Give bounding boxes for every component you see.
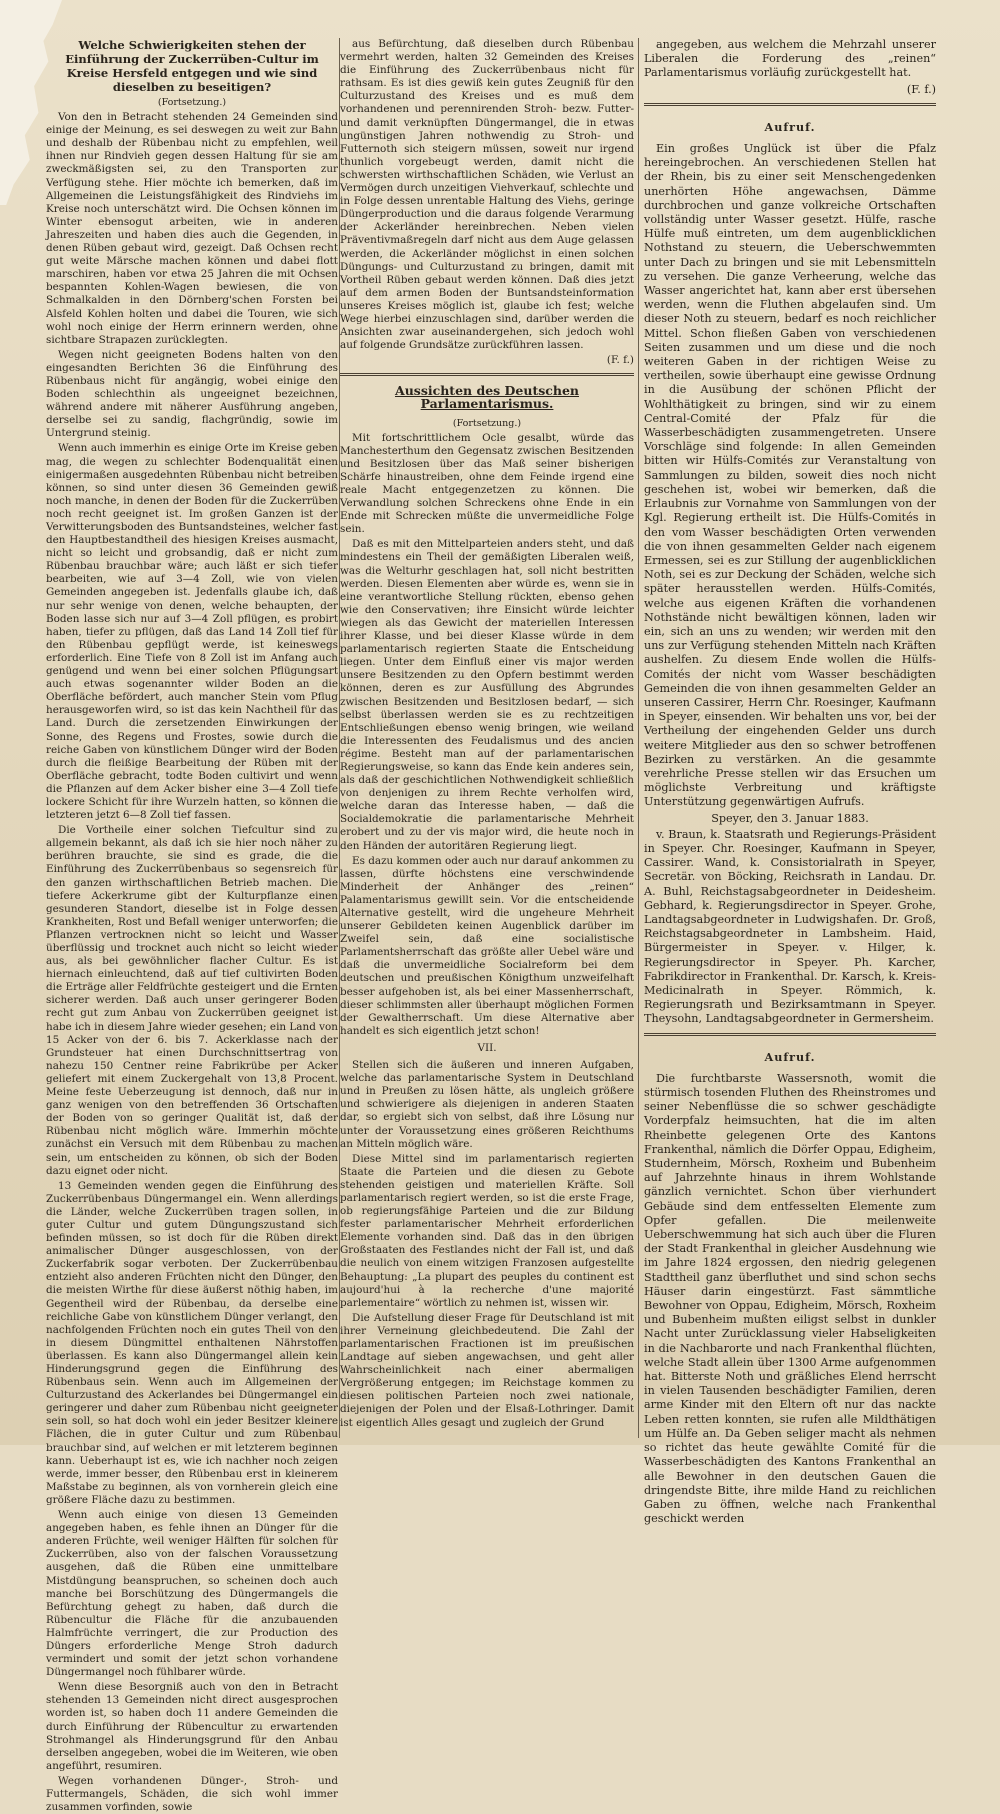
signatories: v. Braun, k. Staatsrath und Regierungs-Präsident in Speyer. Chr. Roesinger, Kaufmann in Speyer, Cassirer. Wand, k. Consistorialrath in Speyer, Secretär. von Böcking, Reichsrath in Landau. Dr. A. Buhl, Reichstagsabgeordneter in Deidesheim. Gebhard, k. Regierungsdirector in Speyer. Grohe, Landtagsabgeordneter in Ludwigshafen. Dr. Groß, Reichstagsabgeordneter in Lambsheim. Haid, Bürgermeister in Speyer. v. Hilger, k. Regierungsdirector in Speyer. Ph. Karcher, Fabrikdirector in Frankenthal. Dr. Karsch, k. Kreis-Medicinalrath in Speyer. Römmich, k. Regierungsrath und Bezirksamtmann in Speyer. Theysohn, Landtagsabgeordneter in Germersheim. <box>644 827 936 1026</box>
dateline: Speyer, den 3. Januar 1883. <box>711 811 869 825</box>
paragraph: Wenn auch einige von diesen 13 Gemeinden angegeben haben, es fehle ihnen an Dünger für die anderen Früchte, weil weniger Hälften für solchen für Zuckerrüben, also von der falschen Voraussetzung ausgehen, daß die Rüben eine unmittelbare Mistdüngung beanspruchen, so scheinen doch auch manche bei Borschützung des Düngermangels die Befürchtung gehegt zu haben, daß durch die Rübencultur die Fläche für die anzubauenden Halmfrüchte verringert, die zur Production des Düngers erforderliche Menge Stroh dadurch vermindert und somit der jetzt schon vorhandene Düngermangel noch fühlbarer würde. <box>46 1509 338 1679</box>
paragraph: Die Aufstellung dieser Frage für Deutschland ist mit ihrer Verneinung gleichbedeutend. Die Zahl der parlamentarischen Fractionen ist im preußischen Landtage auf sieben angewachsen, und geht aller Wahrscheinlichkeit nach einer abermaligen Vergrößerung entgegen; im Reichstage kommen zu diesen politischen Parteien noch zwei nationale, diejenigen der Polen und der Elsaß-Lothringer. Damit ist eigentlich Alles gesagt und zugleich der Grund <box>340 1311 634 1429</box>
paragraph: angegeben, aus welchem die Mehrzahl unserer Liberalen die Forderung des „reinen“ Parlamentarismus vorläufig zurückgestellt hat. <box>644 38 936 80</box>
paragraph: 13 Gemeinden wenden gegen die Einführung des Zuckerrübenbaus Düngermangel ein. Wenn allerdings die Länder, welche Zuckerrüben tragen sollen, in guter Cultur und gutem Düngungszustand sich befinden müssen, so ist doch für die Rüben direkt animalischer Dünger ausgeschlossen, von der Zuckerfabrik sogar verboten. Der Zuckerrübenbau entzieht also anderen Früchten nicht den Dünger, den die meisten Wirthe für diese äußerst nöthig haben, im Gegentheil wird der Rübenbau, da derselbe eine reichliche Gabe von künstlichem Dünger verlangt, den nachfolgenden Früchten noch ein gutes Theil von den in diesem Düngmittel enthaltenen Nährstoffen überlassen. Es kann also Düngermangel allein kein Hinderungsgrund gegen die Einführung des Rübenbaus sein. Wenn auch im Allgemeinen der Culturzustand des Ackerlandes bei Düngermangel ein geringerer und daher zum Rübenbau nicht geeigneter sein soll, so hat doch wohl ein jeder Besitzer kleinere Flächen, die in guter Cultur und zum Rübenbau brauchbar sind, auf welchen er mit letzterem beginnen kann. Ueberhaupt ist es, wie ich nachher noch zeigen werde, immer besser, den Rübenbau erst in kleinerem Maßstabe zu beginnen, als von vornherein gleich eine größere Fläche dazu zu bestimmen. <box>46 1179 338 1506</box>
paragraph: aus Befürchtung, daß dieselben durch Rübenbau vermehrt werden, halten 32 Gemeinden des Kreises die Einführung des Zuckerrübenbaus nicht für rathsam. Es ist dies gewiß kein gutes Zeugniß für den Culturzustand des Kreises und es muß dem vorhandenen und perennirenden Stroh- bezw. Futter- und damit verknüpften Düngermangel, die in etwas ungünstigen Jahren nothwendig zu Stroh- und Futternoth sich steigern müssen, soweit nur irgend thunlich vorgebeugt werden, damit nicht die schwersten wirthschaftlichen Schäden, wie Verlust an Vermögen durch unzeitigen Viehverkauf, schlechte und in Folge dessen unrentable Haltung des Viehs, geringe Düngerproduction und die daraus folgende Verarmung der Ackerländer hereinbrechen. Neben vielen Präventivmaßregeln darf nicht aus dem Auge gelassen werden, die Ackerländer möglichst in einen solchen Düngungs- und Culturzustand zu bringen, damit mit Vortheil Rüben gebaut werden können. Daß dies jetzt auf dem armen Boden der Buntsandsteinformation unseres Kreises möglich ist, glaube ich fest; welche Wege hierbei einzuschlagen sind, darüber werden die Ansichten zwar auseinandergehen, sich jedoch wohl auf folgende Grundsätze zurückführen lassen. <box>340 38 634 352</box>
section-number: VII. <box>477 1041 497 1054</box>
article-title: Welche Schwierigkeiten stehen der Einführung der Zuckerrüben-Cultur im Kreise Hersfeld entgegen und wie sind dieselben zu beseitigen? <box>65 38 319 94</box>
divider <box>644 1033 936 1036</box>
paragraph: Daß es mit den Mittelparteien anders steht, und daß mindestens ein Theil der gemäßigten Liberalen weiß, was die Welturhr geschlagen hat, soll nicht bestritten werden. Diesen Elementen aber würde es, wenn sie in eine verantwortliche Stellung rückten, ebenso gehen wie den Conservativen; ihre Einsicht würde leichter wiegen als das Gewicht der materiellen Interessen ihrer Klasse, und bei dieser Klasse würde in dem parlamentarisch regierten Staate die Entscheidung liegen. Unter dem Einfluß einer vis major werden unsere Besitzenden zu den Opfern bestimmt werden können, deren es zur Ausfüllung des Abgrundes zwischen Besitzenden und Besitzlosen bedarf, — sich selbst überlassen werden sie es zu rechtzeitigen Entschließungen ebenso wenig bringen, wie weiland die Interessenten des Feudalismus und des ancien régime. Besteht man auf der parlamentarischen Regierungsweise, so kann das Ende kein anderes sein, als daß der geschichtlichen Nothwendigkeit schließlich von denjenigen zu ihrem Rechte verholfen wird, welche daran das Interesse haben, — daß die Socialdemokratie die parlamentarische Mehrheit erobert und zu der vis major wird, die heute noch in den Händen der autoritären Regierung liegt. <box>340 538 634 852</box>
paragraph: Stellen sich die äußeren und inneren Aufgaben, welche das parlamentarische System in Deutschland und in Preußen zu lösen hätte, als ungleich größere und schwierigere als diejenigen in anderen Staaten dar, so ergiebt sich von selbst, daß ihre Lösung nur unter der Voraussetzung eines größeren Reichthums an Mitteln möglich wäre. <box>340 1059 634 1150</box>
divider <box>340 373 634 376</box>
column-middle <box>340 38 634 1438</box>
column-right <box>644 38 936 1526</box>
continuation-note: (Fortsetzung.) <box>452 417 522 429</box>
signature: (F. f.) <box>606 354 634 367</box>
column-left <box>46 38 338 1814</box>
paragraph: Mit fortschrittlichem Ocle gesalbt, würde das Manchesterthum den Gegensatz zwischen Besitzenden und Besitzlosen über das Maß seiner bisherigen Schärfe hinaustreiben, ohne dem Feinde irgend eine reale Macht entgegenzetzen zu können. Die Verwandlung solchen Schreckens ohne Ende in ein Ende mit Schrecken müßte die unvermeidliche Folge sein. <box>340 431 634 536</box>
paragraph: Wenn diese Besorgniß auch von den in Betracht stehenden 13 Gemeinden nicht direct ausgesprochen worden ist, so haben doch 11 andere Gemeinden die durch Einführung der Rübencultur zu erwartenden Strohmangel als Hinderungsgrund für den Anbau derselben angegeben, wobei die im Weiteren, wie oben angeführt, resumiren. <box>46 1681 338 1772</box>
paragraph: Ein großes Unglück ist über die Pfalz hereingebrochen. An verschiedenen Stellen hat der Rhein, bis zu einer seit Menschengedenken unerhörten Höhe angewachsen, Dämme durchbrochen und ganze volkreiche Ortschaften vollständig unter Wasser gesetzt. Hülfe, rasche Hülfe muß eintreten, um dem augenblicklichen Nothstand zu steuern, die Ueberschwemmten unter Dach zu bringen und sie mit Lebensmitteln zu versehen. Die ganze Verheerung, welche das Wasser angerichtet hat, kann aber erst übersehen werden, wenn die Fluthen abgelaufen sind. Um dieser Noth zu steuern, bedarf es noch reichlicher Mittel. Schon fließen Gaben von verschiedenen Seiten zusammen und um diese und die noch weiteren Gaben in der richtigen Weise zu vertheilen, sowie überhaupt eine gewisse Ordnung in die Ausübung der schönen Pflicht der Wohlthätigkeit zu bringen, sind wir zu einem Central-Comité der Pfalz für die Wasserbeschädigten zusammengetreten. Unsere Vorschläge sind folgende: In allen Gemeinden bitten wir Hülfs-Comités zur Veranstaltung von Sammlungen zu bilden, soweit dies noch nicht geschehen ist, wobei wir bemerken, daß die Erlaubnis zur Vornahme von Sammlungen von der Kgl. Regierung ertheilt ist. Die Hülfs-Comités in den vom Wasser beschädigten Orten verwenden die von ihnen gesammelten Gelder nach eigenem Ermessen, sei es zur Stillung der augenblicklichen Noth, sei es zur Deckung der Schäden, welche sich später herausstellen werden. Hülfs-Comités, welche aus eigenen Kräften die vorhandenen Nothstände nicht bewältigen können, laden wir ein, sich an uns zu wenden; wir werden mit den uns zur Verfügung stehenden Mitteln nach Kräften aushelfen. Zu diesem Ende wollen die Hülfs-Comités der nicht vom Wasser beschädigten Gemeinden die von ihnen gesammelten Gelder an unseren Cassirer, Herrn Chr. Roesinger, Kaufmann in Speyer, einsenden. Wir behalten uns vor, bei der Vertheilung der eingehenden Gelder uns durch weitere Mitglieder aus den so schwer betroffenen Bezirken zu verstärken. An die gesammte verehrliche Presse stellen wir das Ersuchen um möglichste Verbreitung und kräftigste Unterstützung gegenwärtigen Aufrufs. <box>644 142 936 809</box>
appeal-heading: Aufruf. <box>764 1049 816 1064</box>
paragraph: Die furchtbarste Wassersnoth, womit die stürmisch tosenden Fluthen des Rheinstromes und seiner Nebenflüsse die so schwer geschädigte Vorderpfalz heimsuchten, hat die im alten Rheinbette gelegenen Orte des Kantons Frankenthal, nämlich die Dörfer Oppau, Edigheim, Studernheim, Mörsch, Roxheim und Bubenheim auf Jahrzehnte hinaus in ihrem Wohlstande gänzlich vernichtet. Schon über vierhundert Gebäude sind dem entfesselten Elemente zum Opfer gefallen. Die meilenweite Ueberschwemmung hat sich auch über die Fluren der Stadt Frankenthal in gleicher Ausdehnung wie im Jahre 1824 ergossen, den niedrig gelegenen Stadttheil ganz überfluthet und sind schon sechs Häuser darin eingestürzt. Fast sämmtliche Bewohner von Oppau, Edigheim, Mörsch, Roxheim und Bubenheim mußten eiligst selbst in dunkler Nacht unter Zurücklassung vieler Habseligkeiten in die Nachbarorte und nach Frankenthal flüchten, welche Stadt allein über 1300 Arme aufgenommen hat. Bitterste Noth und gräßliches Elend herrscht in vielen Tausenden beschädigter Familien, deren arme Kinder mit den Eltern oft nur das nackte Leben retten konnten, sie rufen alle Mildthätigen um Hülfe an. Da Geben seliger macht als nehmen so richtet das heute gewählte Comité für die Wasserbeschädigten des Kantons Frankenthal an alle Bewohner in den deutschen Gauen die dringendste Bitte, ihre milde Hand zu reichlichen Gaben zu öffnen, welche nach Frankenthal geschickt werden <box>644 1071 936 1526</box>
column-rule <box>638 38 639 1438</box>
paragraph: Von den in Betracht stehenden 24 Gemeinden sind einige der Meinung, es sei deswegen zu weit zur Bahn und deshalb der Rübenbau nicht zu empfehlen, weil ihnen nur Rindvieh gegen dessen Haltung für sie am zweckmäßigsten sei, zu den Transporten zur Verfügung stehe. Hier möchte ich bemerken, daß im Allgemeinen die Leistungsfähigkeit des Rindviehs im Kreise noch unterschätzt wird. Die Ochsen können im Winter ebensogut arbeiten, wie in anderen Jahreszeiten und haben dies auch die Gegenden, in denen Rüben gebaut wird, gezeigt. Daß Ochsen recht gut weite Märsche machen können und dabei flott marschiren, haben vor etwa 25 Jahren die mit Ochsen bespannten Kohlen-Wagen bewiesen, die von Schmalkalden in den Dörnberg'schen Forsten bei Alsfeld Kohlen holten und dabei die Touren, wie sich wohl noch einige der Herrn erinnern werden, ohne sichtbare Strapazen zurücklegten. <box>46 111 338 346</box>
article-title: Aussichten des Deutschen Parlamentarismus. <box>395 383 579 412</box>
continuation-note: (Fortsetzung.) <box>157 97 227 108</box>
paragraph: Wegen vorhandenen Dünger-, Stroh- und Futtermangels, Schäden, die sich wohl immer zusammen vorfinden, sowie <box>46 1774 338 1814</box>
signature: (F. f.) <box>906 82 936 96</box>
paragraph: Wenn auch immerhin es einige Orte im Kreise geben mag, die wegen zu schlechter Bodenqualität einen einigermaßen ausgedehnten Rübenbau nicht betreiben können, so sind unter diesen 36 Gemeinden gewiß noch manche, in denen der Boden für die Zuckerrüben noch recht geeignet ist. Im großen Ganzen ist der Verwitterungsboden des Buntsandsteines, welcher fast den Hauptbestandtheil des hiesigen Kreises ausmacht, nicht so leicht und grobsandig, daß er nicht zum Rübenbau brauchbar wäre; auch läßt er sich tiefer bearbeiten, wie auf 3—4 Zoll, wie von vielen Gemeinden angegeben ist. Jedenfalls glaube ich, daß nur sehr wenige von denen, welche behaupten, der Boden lasse sich nur auf 3—4 Zoll pflügen, es probirt haben, tiefer zu pflügen, daß das Land 14 Zoll tief für den Rübenbau gepflügt werde, ist keineswegs erforderlich. Eine Tiefe von 8 Zoll ist im Anfang auch genügend und wenn bei einer solchen Pflügungsart auch etwas sogenannter wilder Boden an die Oberfläche befördert, auch mancher Stein vom Pflug herausgeworfen wird, so ist das kein Nachtheil für das Land. Durch die zersetzenden Einwirkungen der Sonne, des Regens und Frostes, sowie durch die reiche Gaben von künstlichem Dünger wird der Boden durch die fleißige Bearbeitung der Rüben mit der Oberfläche gebracht, todte Boden cultivirt und wenn die Pflanzen auf dem Acker bisher eine 3—4 Zoll tiefe lockere Schicht für ihre Wurzeln hatten, so können die letzteren jetzt 6—8 Zoll tief fassen. <box>46 442 338 822</box>
paragraph: Es dazu kommen oder auch nur darauf ankommen zu lassen, dürfte höchstens eine verschwindende Minderheit der Anhänger des „reinen“ Palamentarismus gewillt sein. Vor die entscheidende Alternative gestellt, wird die ungeheure Mehrheit unserer Gebildeten keinen Augenblick darüber im Zweifel sein, daß eine socialistische Parlamentsherrschaft das größte aller Uebel wäre und daß die unvermeidliche Socialreform bei dem deutschen und preußischen Königthum unzweifelhaft besser aufgehoben ist, als bei einer Massenherrschaft, dieser schlimmsten aller überhaupt möglichen Formen der Gewaltherrschaft. Um diese Alternative aber handelt es sich eigentlich jetzt schon! <box>340 854 634 1037</box>
divider <box>644 103 936 106</box>
paragraph: Diese Mittel sind im parlamentarisch regierten Staate die Parteien und die diesen zu Gebote stehenden geistigen und materiellen Kräfte. Soll parlamentarisch regiert werden, so ist die erste Frage, ob regierungsfähige Parteien und die zur Bildung fester parlamentarischer Mehrheit erforderlichen Elemente vorhanden sind. Daß das in den übrigen Großstaaten des Festlandes nicht der Fall ist, und daß die neulich von einem witzigen Franzosen aufgestellte Behauptung: „La plupart des peuples du continent est aujourd'hui à la recherche d'une majorité parlementaire“ wörtlich zu nehmen ist, wissen wir. <box>340 1152 634 1309</box>
paragraph: Die Vortheile einer solchen Tiefcultur sind zu allgemein bekannt, als daß ich sie hier noch näher zu berühren brauchte, sie sind es grade, die die Einführung des Zuckerrübenbaus so segensreich für den ganzen wirthschaftlichen Betrieb machen. Die tiefere Ackerkrume gibt der Kulturpflanze einen gesunderen Standort, dieselbe ist in Folge dessen Krankheiten, Rost und Befall weniger unterworfen; die Pflanzen vertrocknen nicht so leicht und Wasser überflüssig und trocknet auch nicht so leicht wieder aus, als bei gewöhnlicher flacher Cultur. Es ist hiernach einleuchtend, daß auf tief cultivirten Boden die Erträge aller Feldfrüchte gesteigert und die Ernten sicherer werden. Daß auch unser geringerer Boden recht gut zum Anbau von Zuckerrüben geeignet ist habe ich in diesem Jahre wieder gesehen; ein Land von 15 Acker von der 6. bis 7. Ackerklasse nach der Grundsteuer hat einen Durchschnittsertrag von nahezu 150 Centner reine Fabrikrübe per Acker geliefert mit einem Zuckergehalt von 13,8 Procent. Meine feste Ueberzeugung ist dennoch, daß nur in ganz wenigen von den betreffenden 36 Ortschaften der Boden von so geringer Qualität ist, daß der Rübenbau nicht möglich wäre. Immerhin möchte zunächst ein Versuch mit dem Rübenbau zu machen sein, um entscheiden zu können, ob sich der Boden dazu eignet oder nicht. <box>46 824 338 1177</box>
appeal-heading: Aufruf. <box>764 119 816 134</box>
paragraph: Wegen nicht geeigneten Bodens halten von den eingesandten Berichten 36 die Einführung des Rübenbaus nicht für angängig, wobei einige den Boden schlechthin als ungeeignet bezeichnen, während andere mit näherer Ausführung angeben, derselbe sei zu sandig, flachgründig, sowie im Untergrund steinig. <box>46 348 338 440</box>
